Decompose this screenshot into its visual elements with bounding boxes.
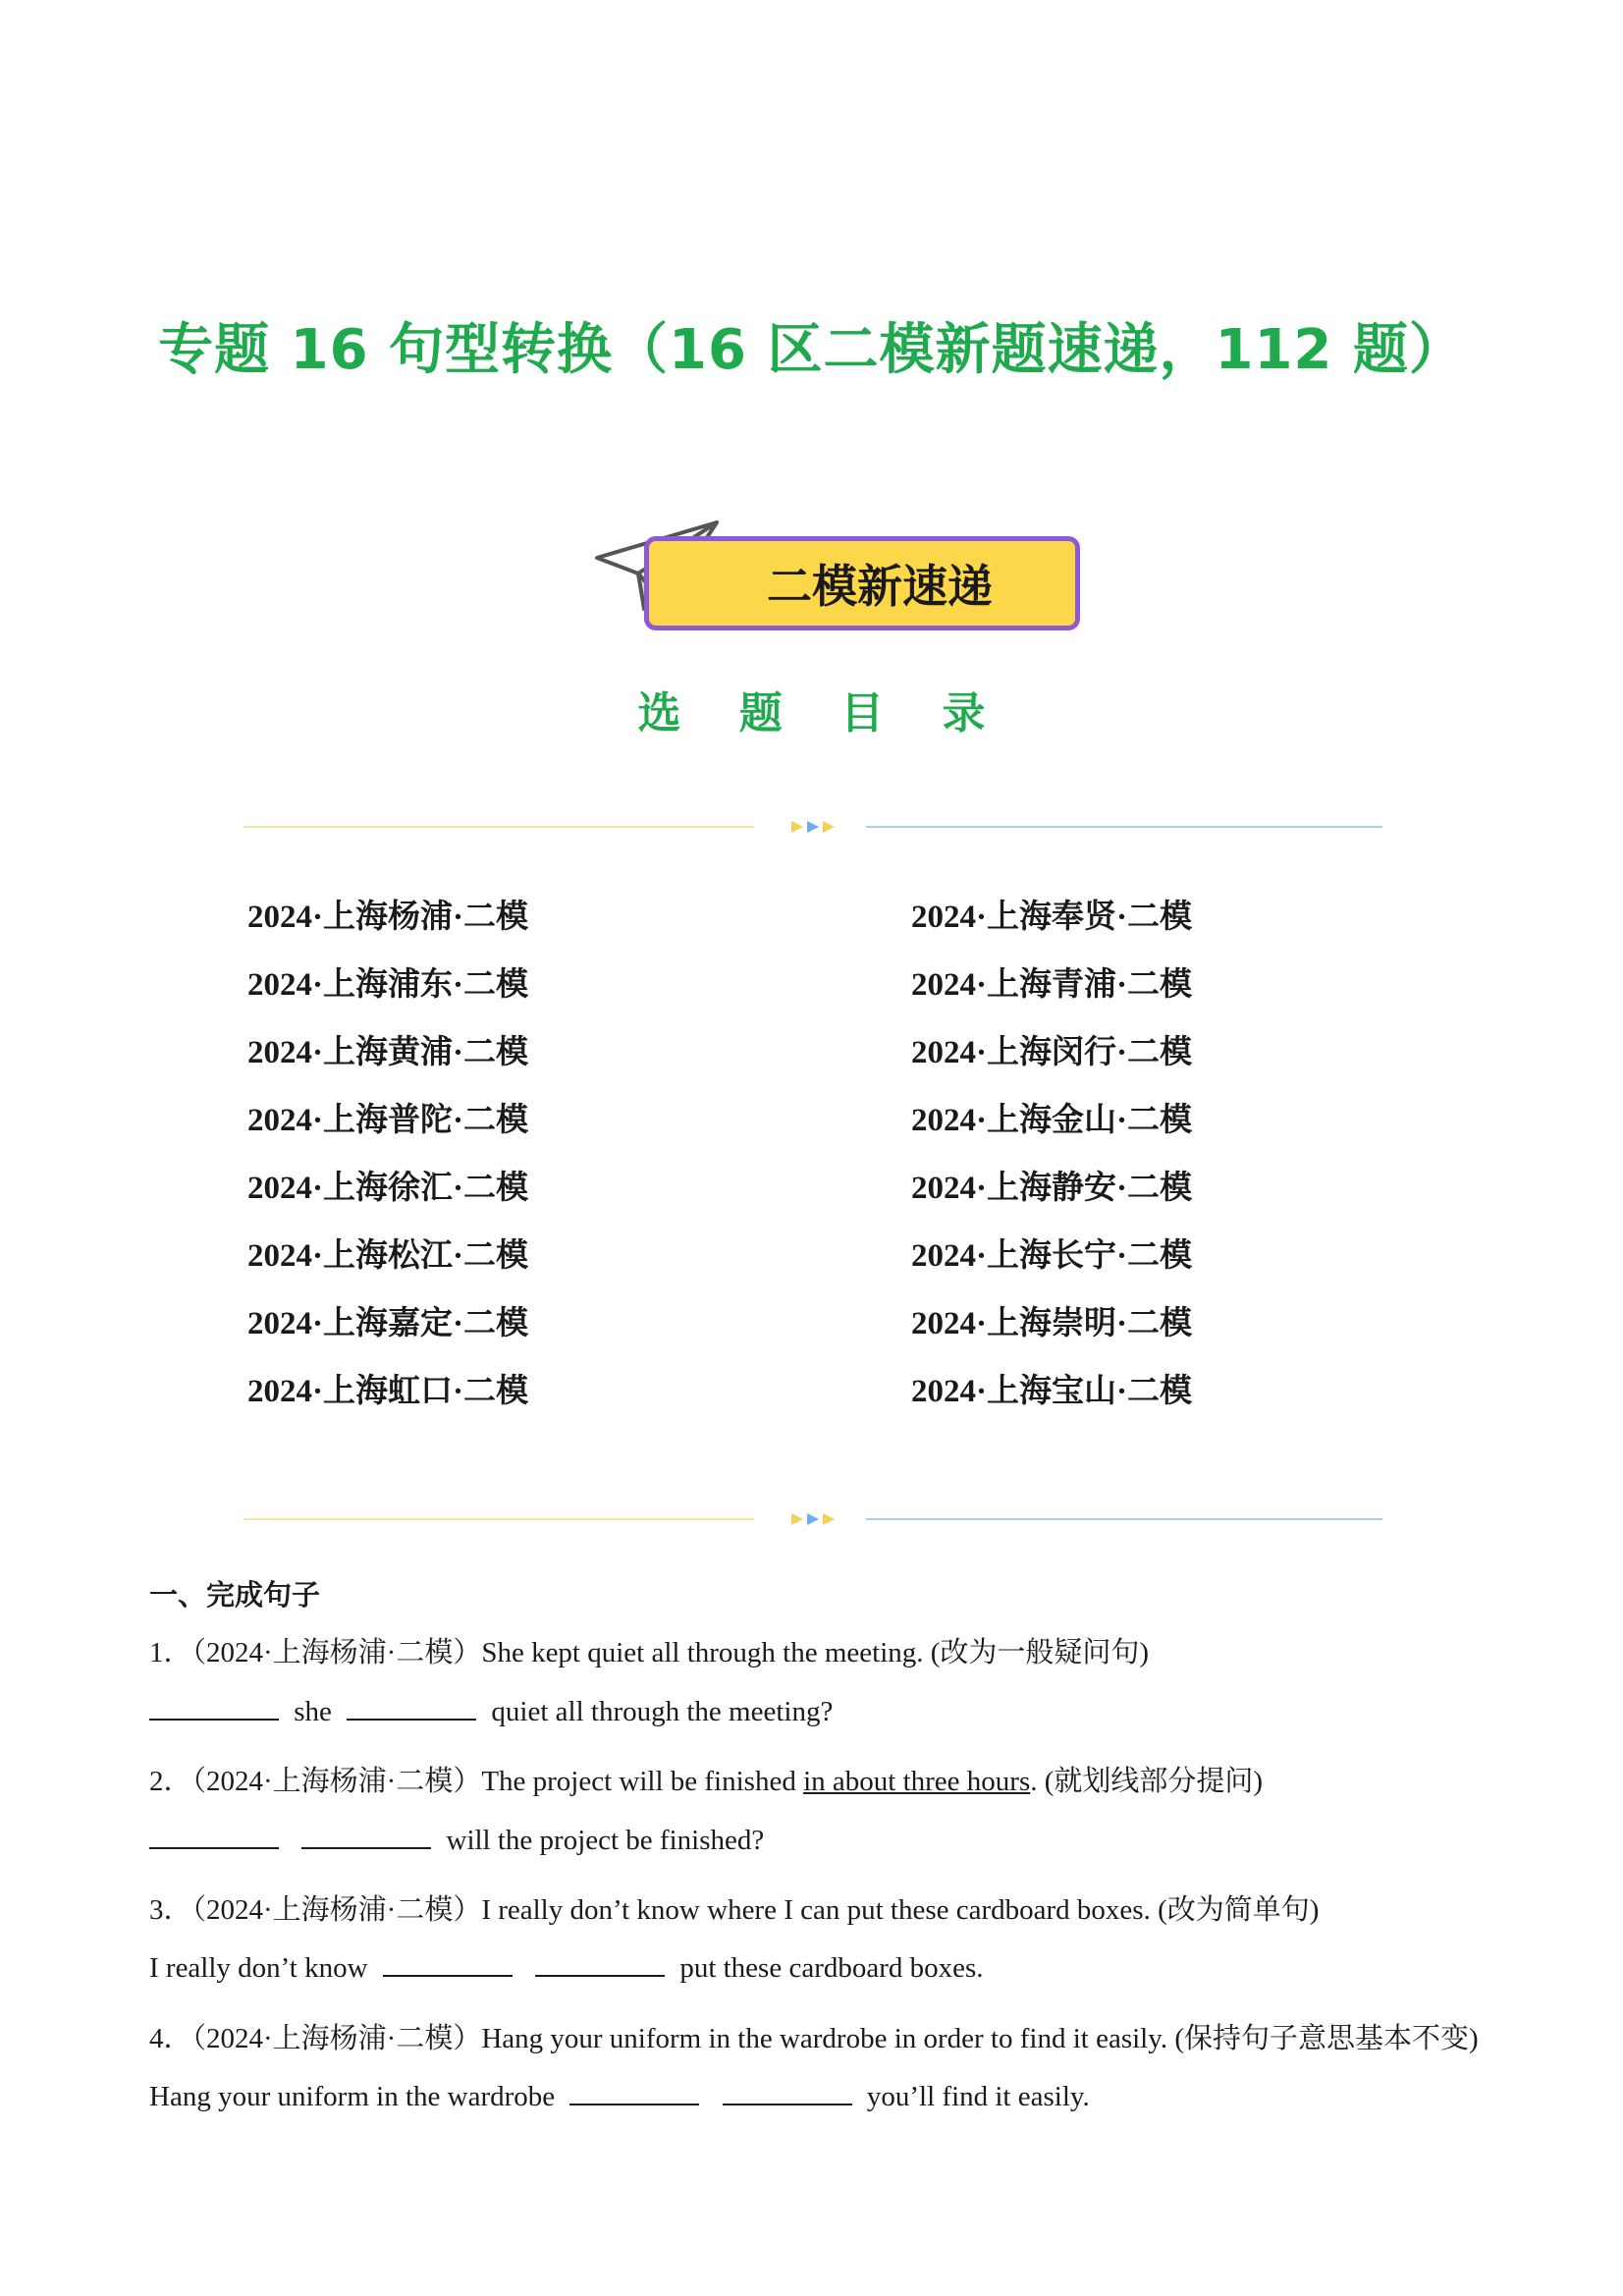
toc-item[interactable]: 2024·上海静安·二模	[911, 1171, 1193, 1206]
divider-top	[243, 817, 1382, 837]
toc-left-column	[247, 896, 528, 1438]
toc-item[interactable]: 2024·上海崇明·二模	[911, 1306, 1193, 1341]
question-3: 3．（2024·上海杨浦·二模）I really don’t know where I can put these cardboard boxes. (改为简单句)	[149, 1894, 1320, 1926]
toc-item[interactable]: 2024·上海奉贤·二模	[911, 900, 1193, 935]
answer-line-4: Hang your uniform in the wardrobe you’ll find it easily.	[149, 2081, 1090, 2112]
triple-arrow-icon	[762, 1509, 860, 1529]
divider-bottom	[243, 1509, 1382, 1529]
toc-item[interactable]: 2024·上海浦东·二模	[247, 967, 529, 1003]
answer-blank[interactable]	[149, 1824, 279, 1849]
toc-item[interactable]: 2024·上海普陀·二模	[247, 1103, 529, 1138]
toc-right-column	[911, 896, 1192, 1438]
answer-blank[interactable]	[723, 2080, 852, 2105]
toc-item[interactable]: 2024·上海长宁·二模	[911, 1238, 1193, 1274]
answer-line-2: will the project be finished?	[149, 1824, 764, 1857]
answer-blank[interactable]	[347, 1695, 476, 1721]
toc-item[interactable]: 2024·上海宝山·二模	[911, 1374, 1193, 1409]
badge-label: 二模新速递	[644, 536, 1080, 630]
answer-line-3: I really don’t know put these cardboard boxes.	[149, 1952, 984, 1984]
answer-blank[interactable]	[535, 1951, 665, 1977]
toc-item[interactable]: 2024·上海闵行·二模	[911, 1035, 1193, 1070]
answer-blank[interactable]	[149, 1695, 279, 1721]
question-2: 2．（2024·上海杨浦·二模）The project will be finished in about three hours. (就划线部分提问)	[149, 1766, 1264, 1797]
toc-item[interactable]: 2024·上海黄浦·二模	[247, 1035, 529, 1070]
section-heading: 一、完成句子	[149, 1578, 321, 1612]
toc-item[interactable]: 2024·上海青浦·二模	[911, 967, 1193, 1003]
badge-banner	[593, 515, 1096, 642]
toc-item[interactable]: 2024·上海杨浦·二模	[247, 900, 529, 935]
answer-blank[interactable]	[301, 1824, 431, 1849]
toc-item[interactable]: 2024·上海嘉定·二模	[247, 1306, 529, 1341]
question-1: 1．（2024·上海杨浦·二模）She kept quiet all through the meeting. (改为一般疑问句)	[149, 1637, 1150, 1668]
toc-item[interactable]: 2024·上海徐汇·二模	[247, 1171, 529, 1206]
toc-item[interactable]: 2024·上海虹口·二模	[247, 1374, 529, 1409]
toc-item[interactable]: 2024·上海松江·二模	[247, 1238, 529, 1274]
answer-blank[interactable]	[569, 2080, 699, 2105]
page-title: 专题 16 句型转换（16 区二模新题速递，112 题）	[158, 318, 1465, 382]
answer-line-1: she quiet all through the meeting?	[149, 1695, 833, 1728]
question-4: 4．（2024·上海杨浦·二模）Hang your uniform in the wardrobe in order to find it easily. (保持句子意思基本不变)	[149, 2023, 1479, 2054]
toc-item[interactable]: 2024·上海金山·二模	[911, 1103, 1193, 1138]
toc-heading: 选 题 目 录	[637, 688, 1007, 738]
triple-arrow-icon	[762, 817, 860, 837]
underlined-phrase: in about three hours	[803, 1766, 1031, 1797]
answer-blank[interactable]	[383, 1951, 513, 1977]
